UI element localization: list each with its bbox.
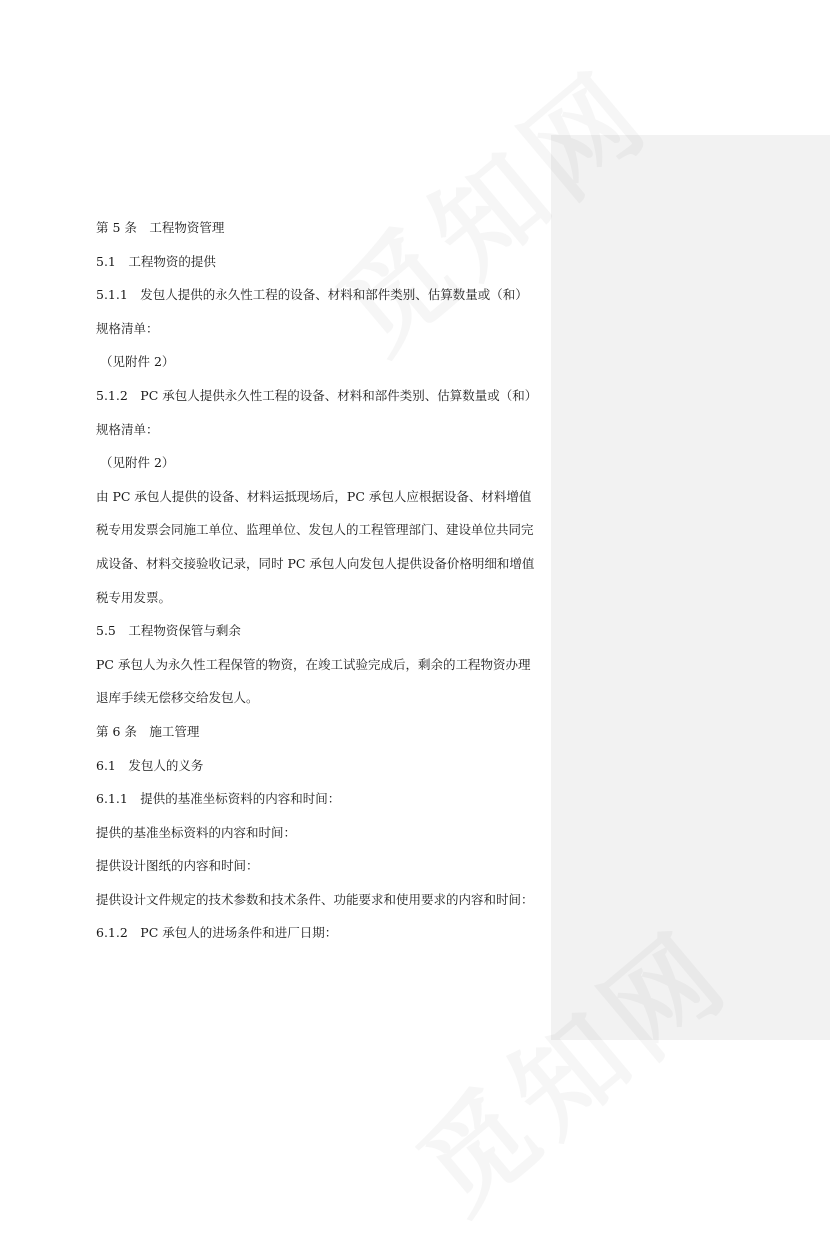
section-heading: 6.1 发包人的义务 (96, 757, 204, 773)
document-body (96, 217, 548, 956)
clause-text: 6.1.1 提供的基准坐标资料的内容和时间： (96, 791, 341, 807)
section-heading: 5.1 工程物资的提供 (96, 253, 216, 269)
clause-text: 规格清单： (96, 320, 159, 336)
clause-text: 5.1.2 PC 承包人提供永久性工程的设备、材料和部件类别、估算数量或（和） (96, 387, 538, 403)
comment-margin-panel (551, 135, 830, 1040)
article-heading: 第 6 条 施工管理 (96, 723, 200, 739)
paragraph-text: PC 承包人为永久性工程保管的物资，在竣工试验完成后，剩余的工程物资办理 (96, 656, 531, 672)
article-heading: 第 5 条 工程物资管理 (96, 220, 225, 235)
section-heading: 5.5 工程物资保管与剩余 (96, 623, 241, 639)
clause-text: 规格清单： (96, 421, 159, 437)
paragraph-text: 提供设计文件规定的技术参数和技术条件、功能要求和使用要求的内容和时间： (96, 891, 534, 907)
paragraph-text: 退库手续无偿移交给发包人。 (96, 690, 259, 706)
paragraph-text: 税专用发票会同施工单位、监理单位、发包人的工程管理部门、建设单位共同完 (96, 522, 534, 538)
paragraph-text: 提供设计图纸的内容和时间： (96, 858, 259, 874)
paragraph-text: 税专用发票。 (96, 589, 172, 605)
clause-text: 5.1.1 发包人提供的永久性工程的设备、材料和部件类别、估算数量或（和） (96, 287, 528, 303)
attachment-note: （见附件 2） (100, 354, 175, 370)
paragraph-text: 成设备、材料交接验收记录，同时 PC 承包人向发包人提供设备价格明细和增值 (96, 555, 535, 571)
attachment-note: （见附件 2） (100, 455, 175, 471)
paragraph-text: 由 PC 承包人提供的设备、材料运抵现场后，PC 承包人应根据设备、材料增值 (96, 488, 532, 504)
clause-text: 6.1.2 PC 承包人的进场条件和进厂日期： (96, 925, 338, 941)
paragraph-text: 提供的基准坐标资料的内容和时间： (96, 824, 297, 840)
